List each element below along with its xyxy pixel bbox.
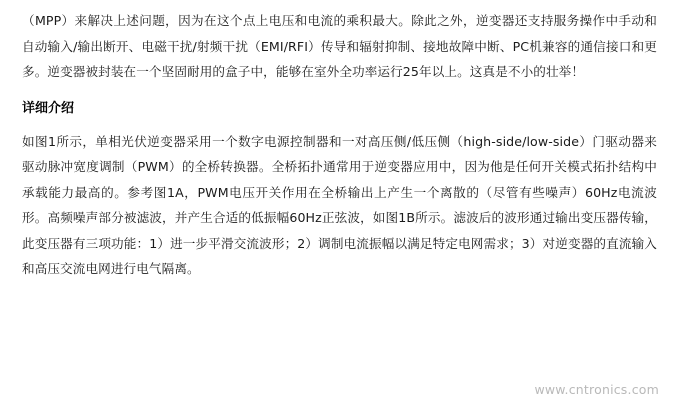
paragraph-intro: （MPP）来解决上述问题，因为在这个点上电压和电流的乘积最大。除此之外，逆变器还支持服务操作中手动和自动输入/输出断开、电磁干扰/射频干扰（EMI/RFI）传导和辐射抑制、接地故障中断、PC机兼容的通信接口和更多。逆变器被封装在一个坚固耐用的盒子中，能够在室外全功率运行25年以上。这真是不小的壮举！ bbox=[22, 13, 657, 79]
section-heading-details: 详细介绍 bbox=[22, 100, 75, 116]
spacer bbox=[22, 85, 657, 99]
watermark-text: www.cntronics.com bbox=[534, 382, 659, 397]
paragraph-details: 如图1所示，单相光伏逆变器采用一个数字电源控制器和一对高压侧/低压侧（high-side/low-side）门驱动器来驱动脉冲宽度调制（PWM）的全桥转换器。全桥拓扑通常用于逆变器应用中，因为他是任何开关模式拓扑结构中承载能力最高的。参考图1A，PWM电压开关作用在全桥输出上产生一个离散的（尽管有些噪声）60Hz电流波形。高频噪声部分被滤波，并产生合适的低振幅60Hz正弦波，如图1B所示。滤波后的波形通过输出变压器传输，此变压器有三项功能：1）进一步平滑交流波形；2）调制电流振幅以满足特定电网需求；3）对逆变器的直流输入和高压交流电网进行电气隔离。 bbox=[22, 133, 657, 276]
spacer bbox=[22, 119, 657, 129]
